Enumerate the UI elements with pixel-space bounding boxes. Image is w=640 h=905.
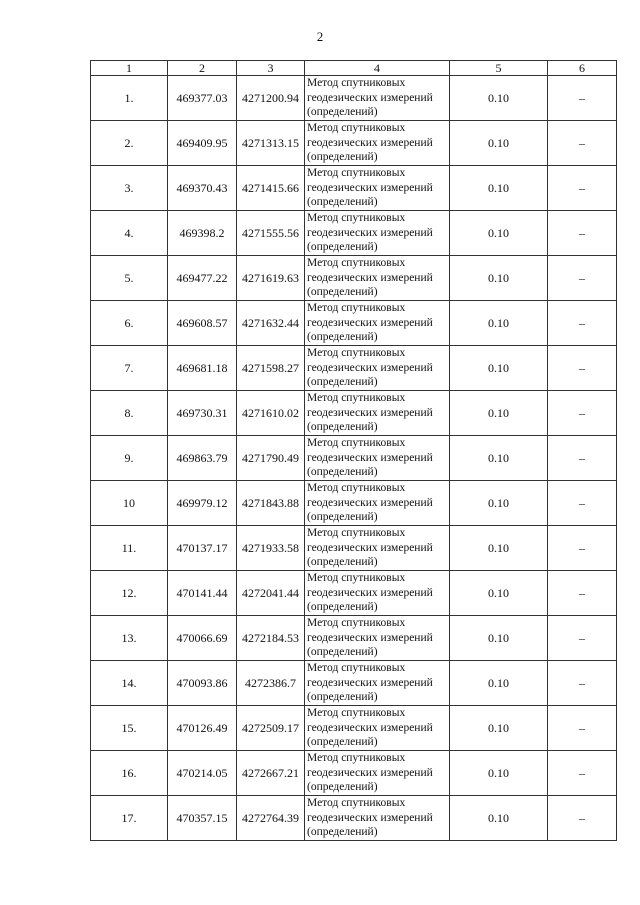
method-line: Метод спутниковых: [307, 752, 406, 765]
method-line: геодезических измерений: [307, 271, 433, 284]
table-row: [91, 661, 617, 706]
accuracy-value: 0.10: [450, 796, 548, 841]
header-col-6: 6: [548, 61, 617, 76]
coordinate-x: 470126.49: [168, 706, 237, 751]
method-line: Метод спутниковых: [307, 797, 406, 810]
note-value: –: [548, 661, 617, 706]
coordinate-y: 4271200.94: [237, 76, 305, 121]
method-line: геодезических измерений: [307, 811, 433, 824]
method-line: геодезических измерений: [307, 316, 433, 329]
method-cell: [305, 391, 450, 436]
accuracy-value: 0.10: [450, 616, 548, 661]
accuracy-value: 0.10: [450, 661, 548, 706]
note-value: –: [548, 346, 617, 391]
method-line: (определений): [307, 601, 378, 614]
method-line: Метод спутниковых: [307, 392, 406, 405]
method-cell: [305, 706, 450, 751]
method-line: (определений): [307, 286, 378, 299]
header-row: [91, 61, 617, 76]
coordinate-x: 469409.95: [168, 121, 237, 166]
note-value: –: [548, 166, 617, 211]
method-line: (определений): [307, 376, 378, 389]
note-value: –: [548, 391, 617, 436]
method-line: (определений): [307, 646, 378, 659]
point-number: 10: [91, 481, 168, 526]
note-value: –: [548, 481, 617, 526]
coordinate-x: 469979.12: [168, 481, 237, 526]
point-number: 4.: [91, 211, 168, 256]
method-line: геодезических измерений: [307, 226, 433, 239]
method-line: геодезических измерений: [307, 676, 433, 689]
note-value: –: [548, 526, 617, 571]
method-line: геодезических измерений: [307, 766, 433, 779]
method-line: (определений): [307, 556, 378, 569]
accuracy-value: 0.10: [450, 751, 548, 796]
method-cell: [305, 526, 450, 571]
coordinate-x: 469370.43: [168, 166, 237, 211]
coordinate-y: 4271313.15: [237, 121, 305, 166]
method-line: геодезических измерений: [307, 586, 433, 599]
coordinate-y: 4271555.56: [237, 211, 305, 256]
coordinate-y: 4272509.17: [237, 706, 305, 751]
table-row: [91, 166, 617, 211]
header-col-4: 4: [305, 61, 450, 76]
method-line: (определений): [307, 241, 378, 254]
method-cell: [305, 436, 450, 481]
method-cell: [305, 796, 450, 841]
coordinate-y: 4271415.66: [237, 166, 305, 211]
method-line: Метод спутниковых: [307, 707, 406, 720]
method-cell: [305, 481, 450, 526]
table-row: [91, 526, 617, 571]
accuracy-value: 0.10: [450, 301, 548, 346]
table-row: [91, 76, 617, 121]
table-body: [91, 76, 617, 841]
note-value: –: [548, 211, 617, 256]
note-value: –: [548, 571, 617, 616]
method-cell: [305, 76, 450, 121]
point-number: 8.: [91, 391, 168, 436]
method-line: геодезических измерений: [307, 451, 433, 464]
point-number: 17.: [91, 796, 168, 841]
method-cell: [305, 616, 450, 661]
coordinate-y: 4271598.27: [237, 346, 305, 391]
method-line: Метод спутниковых: [307, 302, 406, 315]
point-number: 13.: [91, 616, 168, 661]
method-line: (определений): [307, 736, 378, 749]
coordinates-table: [90, 60, 617, 841]
method-line: (определений): [307, 151, 378, 164]
point-number: 11.: [91, 526, 168, 571]
method-cell: [305, 301, 450, 346]
header-col-3: 3: [237, 61, 305, 76]
method-cell: [305, 751, 450, 796]
table-row: [91, 211, 617, 256]
coordinate-x: 469477.22: [168, 256, 237, 301]
method-cell: [305, 166, 450, 211]
note-value: –: [548, 121, 617, 166]
coordinate-x: 470214.05: [168, 751, 237, 796]
page-number: 2: [316, 29, 324, 44]
table-row: [91, 616, 617, 661]
method-line: геодезических измерений: [307, 136, 433, 149]
header-col-1: 1: [91, 61, 168, 76]
method-line: Метод спутниковых: [307, 257, 406, 270]
method-line: (определений): [307, 421, 378, 434]
header-col-2: 2: [168, 61, 237, 76]
accuracy-value: 0.10: [450, 346, 548, 391]
method-line: Метод спутниковых: [307, 77, 406, 90]
method-line: (определений): [307, 691, 378, 704]
coordinate-x: 470141.44: [168, 571, 237, 616]
accuracy-value: 0.10: [450, 76, 548, 121]
coordinate-y: 4271843.88: [237, 481, 305, 526]
method-line: геодезических измерений: [307, 721, 433, 734]
method-line: геодезических измерений: [307, 541, 433, 554]
method-line: Метод спутниковых: [307, 572, 406, 585]
coordinate-x: 469863.79: [168, 436, 237, 481]
coordinate-x: 469730.31: [168, 391, 237, 436]
note-value: –: [548, 706, 617, 751]
table-row: [91, 256, 617, 301]
coordinate-x: 469377.03: [168, 76, 237, 121]
point-number: 9.: [91, 436, 168, 481]
note-value: –: [548, 301, 617, 346]
coordinate-y: 4272184.53: [237, 616, 305, 661]
method-line: геодезических измерений: [307, 361, 433, 374]
coordinate-y: 4272041.44: [237, 571, 305, 616]
accuracy-value: 0.10: [450, 481, 548, 526]
note-value: –: [548, 436, 617, 481]
method-cell: [305, 346, 450, 391]
table-row: [91, 751, 617, 796]
coordinate-x: 470066.69: [168, 616, 237, 661]
accuracy-value: 0.10: [450, 571, 548, 616]
table-row: [91, 346, 617, 391]
table-row: [91, 391, 617, 436]
accuracy-value: 0.10: [450, 166, 548, 211]
method-line: (определений): [307, 781, 378, 794]
accuracy-value: 0.10: [450, 211, 548, 256]
accuracy-value: 0.10: [450, 121, 548, 166]
method-line: Метод спутниковых: [307, 347, 406, 360]
method-line: геодезических измерений: [307, 496, 433, 509]
coordinate-y: 4272386.7: [237, 661, 305, 706]
accuracy-value: 0.10: [450, 526, 548, 571]
point-number: 7.: [91, 346, 168, 391]
coordinate-y: 4271790.49: [237, 436, 305, 481]
method-cell: [305, 211, 450, 256]
method-line: Метод спутниковых: [307, 167, 406, 180]
method-line: (определений): [307, 511, 378, 524]
table-row: [91, 571, 617, 616]
table-row: [91, 706, 617, 751]
coordinate-x: 470357.15: [168, 796, 237, 841]
method-line: Метод спутниковых: [307, 617, 406, 630]
note-value: –: [548, 751, 617, 796]
method-line: Метод спутниковых: [307, 527, 406, 540]
coordinate-y: 4271933.58: [237, 526, 305, 571]
coordinate-y: 4271619.63: [237, 256, 305, 301]
method-line: геодезических измерений: [307, 406, 433, 419]
method-cell: [305, 121, 450, 166]
point-number: 2.: [91, 121, 168, 166]
coordinate-x: 469608.57: [168, 301, 237, 346]
table-row: [91, 796, 617, 841]
note-value: –: [548, 796, 617, 841]
method-line: Метод спутниковых: [307, 437, 406, 450]
coordinate-x: 470137.17: [168, 526, 237, 571]
note-value: –: [548, 76, 617, 121]
method-line: Метод спутниковых: [307, 122, 406, 135]
accuracy-value: 0.10: [450, 391, 548, 436]
coordinate-x: 469398.2: [168, 211, 237, 256]
method-cell: [305, 256, 450, 301]
accuracy-value: 0.10: [450, 436, 548, 481]
method-line: Метод спутниковых: [307, 482, 406, 495]
coordinate-y: 4272764.39: [237, 796, 305, 841]
table-row: [91, 436, 617, 481]
point-number: 5.: [91, 256, 168, 301]
method-line: Метод спутниковых: [307, 662, 406, 675]
method-line: (определений): [307, 331, 378, 344]
method-line: (определений): [307, 196, 378, 209]
method-line: (определений): [307, 826, 378, 839]
method-cell: [305, 571, 450, 616]
note-value: –: [548, 256, 617, 301]
point-number: 15.: [91, 706, 168, 751]
method-line: Метод спутниковых: [307, 212, 406, 225]
method-line: (определений): [307, 466, 378, 479]
coordinate-x: 469681.18: [168, 346, 237, 391]
accuracy-value: 0.10: [450, 706, 548, 751]
table-row: [91, 481, 617, 526]
note-value: –: [548, 616, 617, 661]
method-line: геодезических измерений: [307, 181, 433, 194]
point-number: 12.: [91, 571, 168, 616]
header-col-5: 5: [450, 61, 548, 76]
point-number: 14.: [91, 661, 168, 706]
coordinate-y: 4271610.02: [237, 391, 305, 436]
coordinate-y: 4271632.44: [237, 301, 305, 346]
coordinate-y: 4272667.21: [237, 751, 305, 796]
method-line: геодезических измерений: [307, 91, 433, 104]
method-line: геодезических измерений: [307, 631, 433, 644]
point-number: 16.: [91, 751, 168, 796]
table-row: [91, 301, 617, 346]
method-cell: [305, 661, 450, 706]
point-number: 3.: [91, 166, 168, 211]
point-number: 1.: [91, 76, 168, 121]
accuracy-value: 0.10: [450, 256, 548, 301]
point-number: 6.: [91, 301, 168, 346]
coordinate-x: 470093.86: [168, 661, 237, 706]
table-row: [91, 121, 617, 166]
method-line: (определений): [307, 106, 378, 119]
